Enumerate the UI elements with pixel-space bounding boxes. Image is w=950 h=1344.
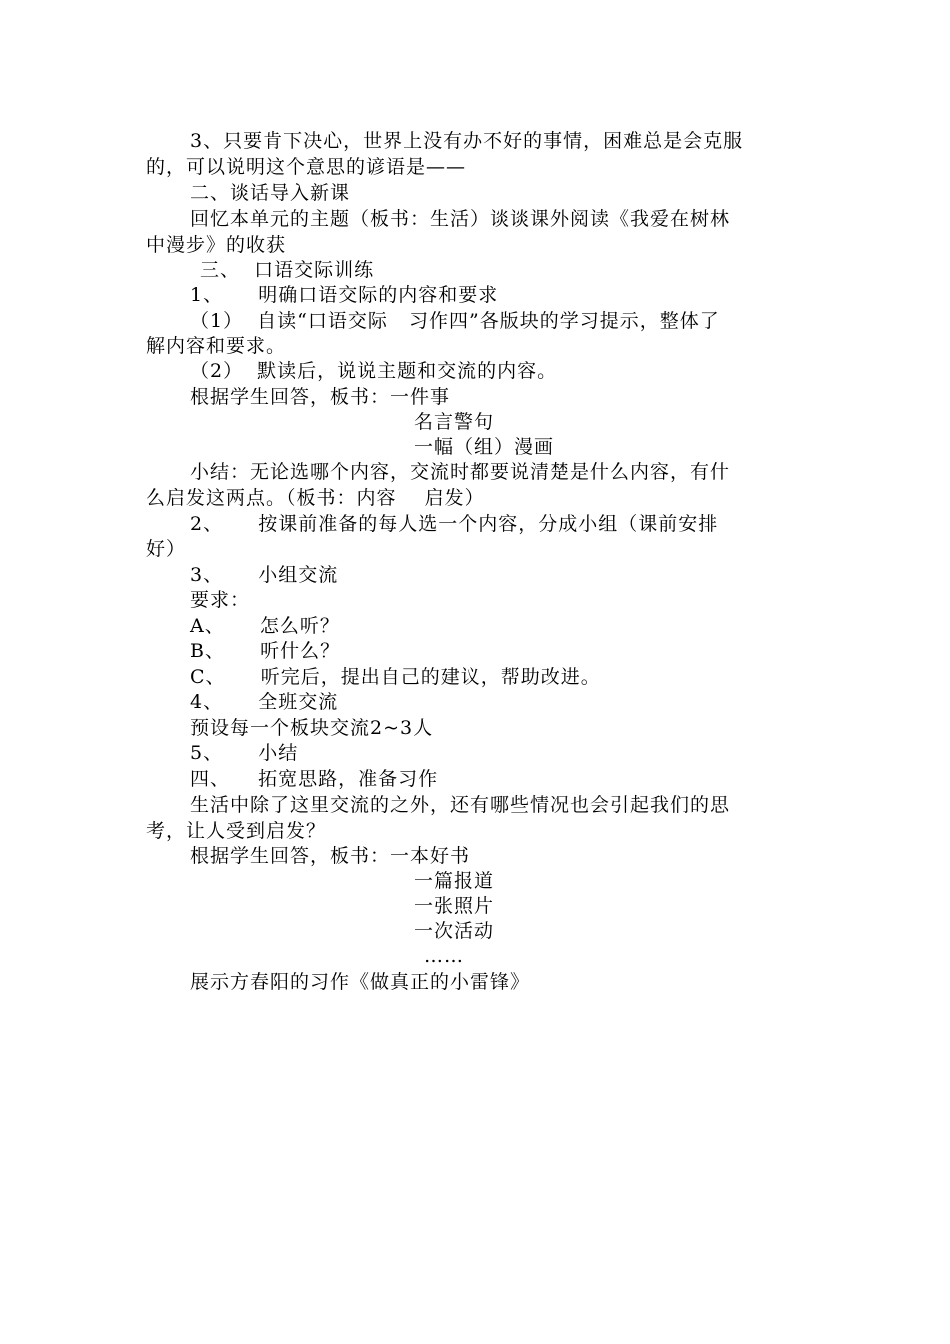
text-line: 小结：无论选哪个内容，交流时都要说清楚是什么内容，有什 [190, 461, 731, 483]
text-line: 一篇报道 [414, 870, 495, 892]
text-line: 好） [146, 538, 187, 560]
text-line: 一幅（组）漫画 [414, 436, 555, 458]
text-line: 1、 明确口语交际的内容和要求 [190, 284, 499, 306]
text-line: 三、 口语交际训练 [200, 259, 375, 281]
text-line: 么启发这两点。（板书：内容 启发） [146, 487, 485, 509]
text-line: 5、 小结 [190, 742, 299, 764]
text-line: 4、 全班交流 [190, 691, 339, 713]
text-line: 解内容和要求。 [146, 335, 287, 357]
text-line: 的，可以说明这个意思的谚语是—— [146, 156, 467, 178]
text-line: 3、只要肯下决心，世界上没有办不好的事情，困难总是会克服 [190, 130, 744, 152]
text-line: 一张照片 [414, 895, 495, 917]
text-line: 中漫步》的收获 [146, 234, 287, 256]
text-line: 回忆本单元的主题（板书：生活）谈谈课外阅读《我爱在树林 [190, 208, 731, 230]
text-line: （1） 自读“口语交际 习作四”各版块的学习提示，整体了 [190, 310, 720, 332]
text-line: C、 听完后，提出自己的建议，帮助改进。 [190, 666, 601, 688]
text-line: 3、 小组交流 [190, 564, 339, 586]
text-line: 根据学生回答，板书：一件事 [190, 386, 451, 408]
text-line: 四、 拓宽思路，准备习作 [190, 768, 439, 790]
text-line: 考，让人受到启发？ [146, 820, 327, 842]
text-line: 要求： [190, 589, 251, 611]
text-line: 2、 按课前准备的每人选一个内容，分成小组（课前安排 [190, 513, 719, 535]
text-line: 生活中除了这里交流的之外，还有哪些情况也会引起我们的思 [190, 794, 731, 816]
text-line: 名言警句 [414, 411, 495, 433]
text-line: 二、谈话导入新课 [190, 182, 351, 204]
text-line: 根据学生回答，板书：一本好书 [190, 845, 471, 867]
text-line: 预设每一个板块交流2~3人 [190, 717, 434, 739]
text-line: B、 听什么？ [190, 640, 341, 662]
text-line: 一次活动 [414, 920, 495, 942]
text-line: 展示方春阳的习作《做真正的小雷锋》 [190, 971, 531, 993]
text-line: A、 怎么听？ [190, 615, 340, 637]
text-line: （2） 默读后，说说主题和交流的内容。 [190, 360, 558, 382]
text-line: …… [424, 945, 464, 967]
